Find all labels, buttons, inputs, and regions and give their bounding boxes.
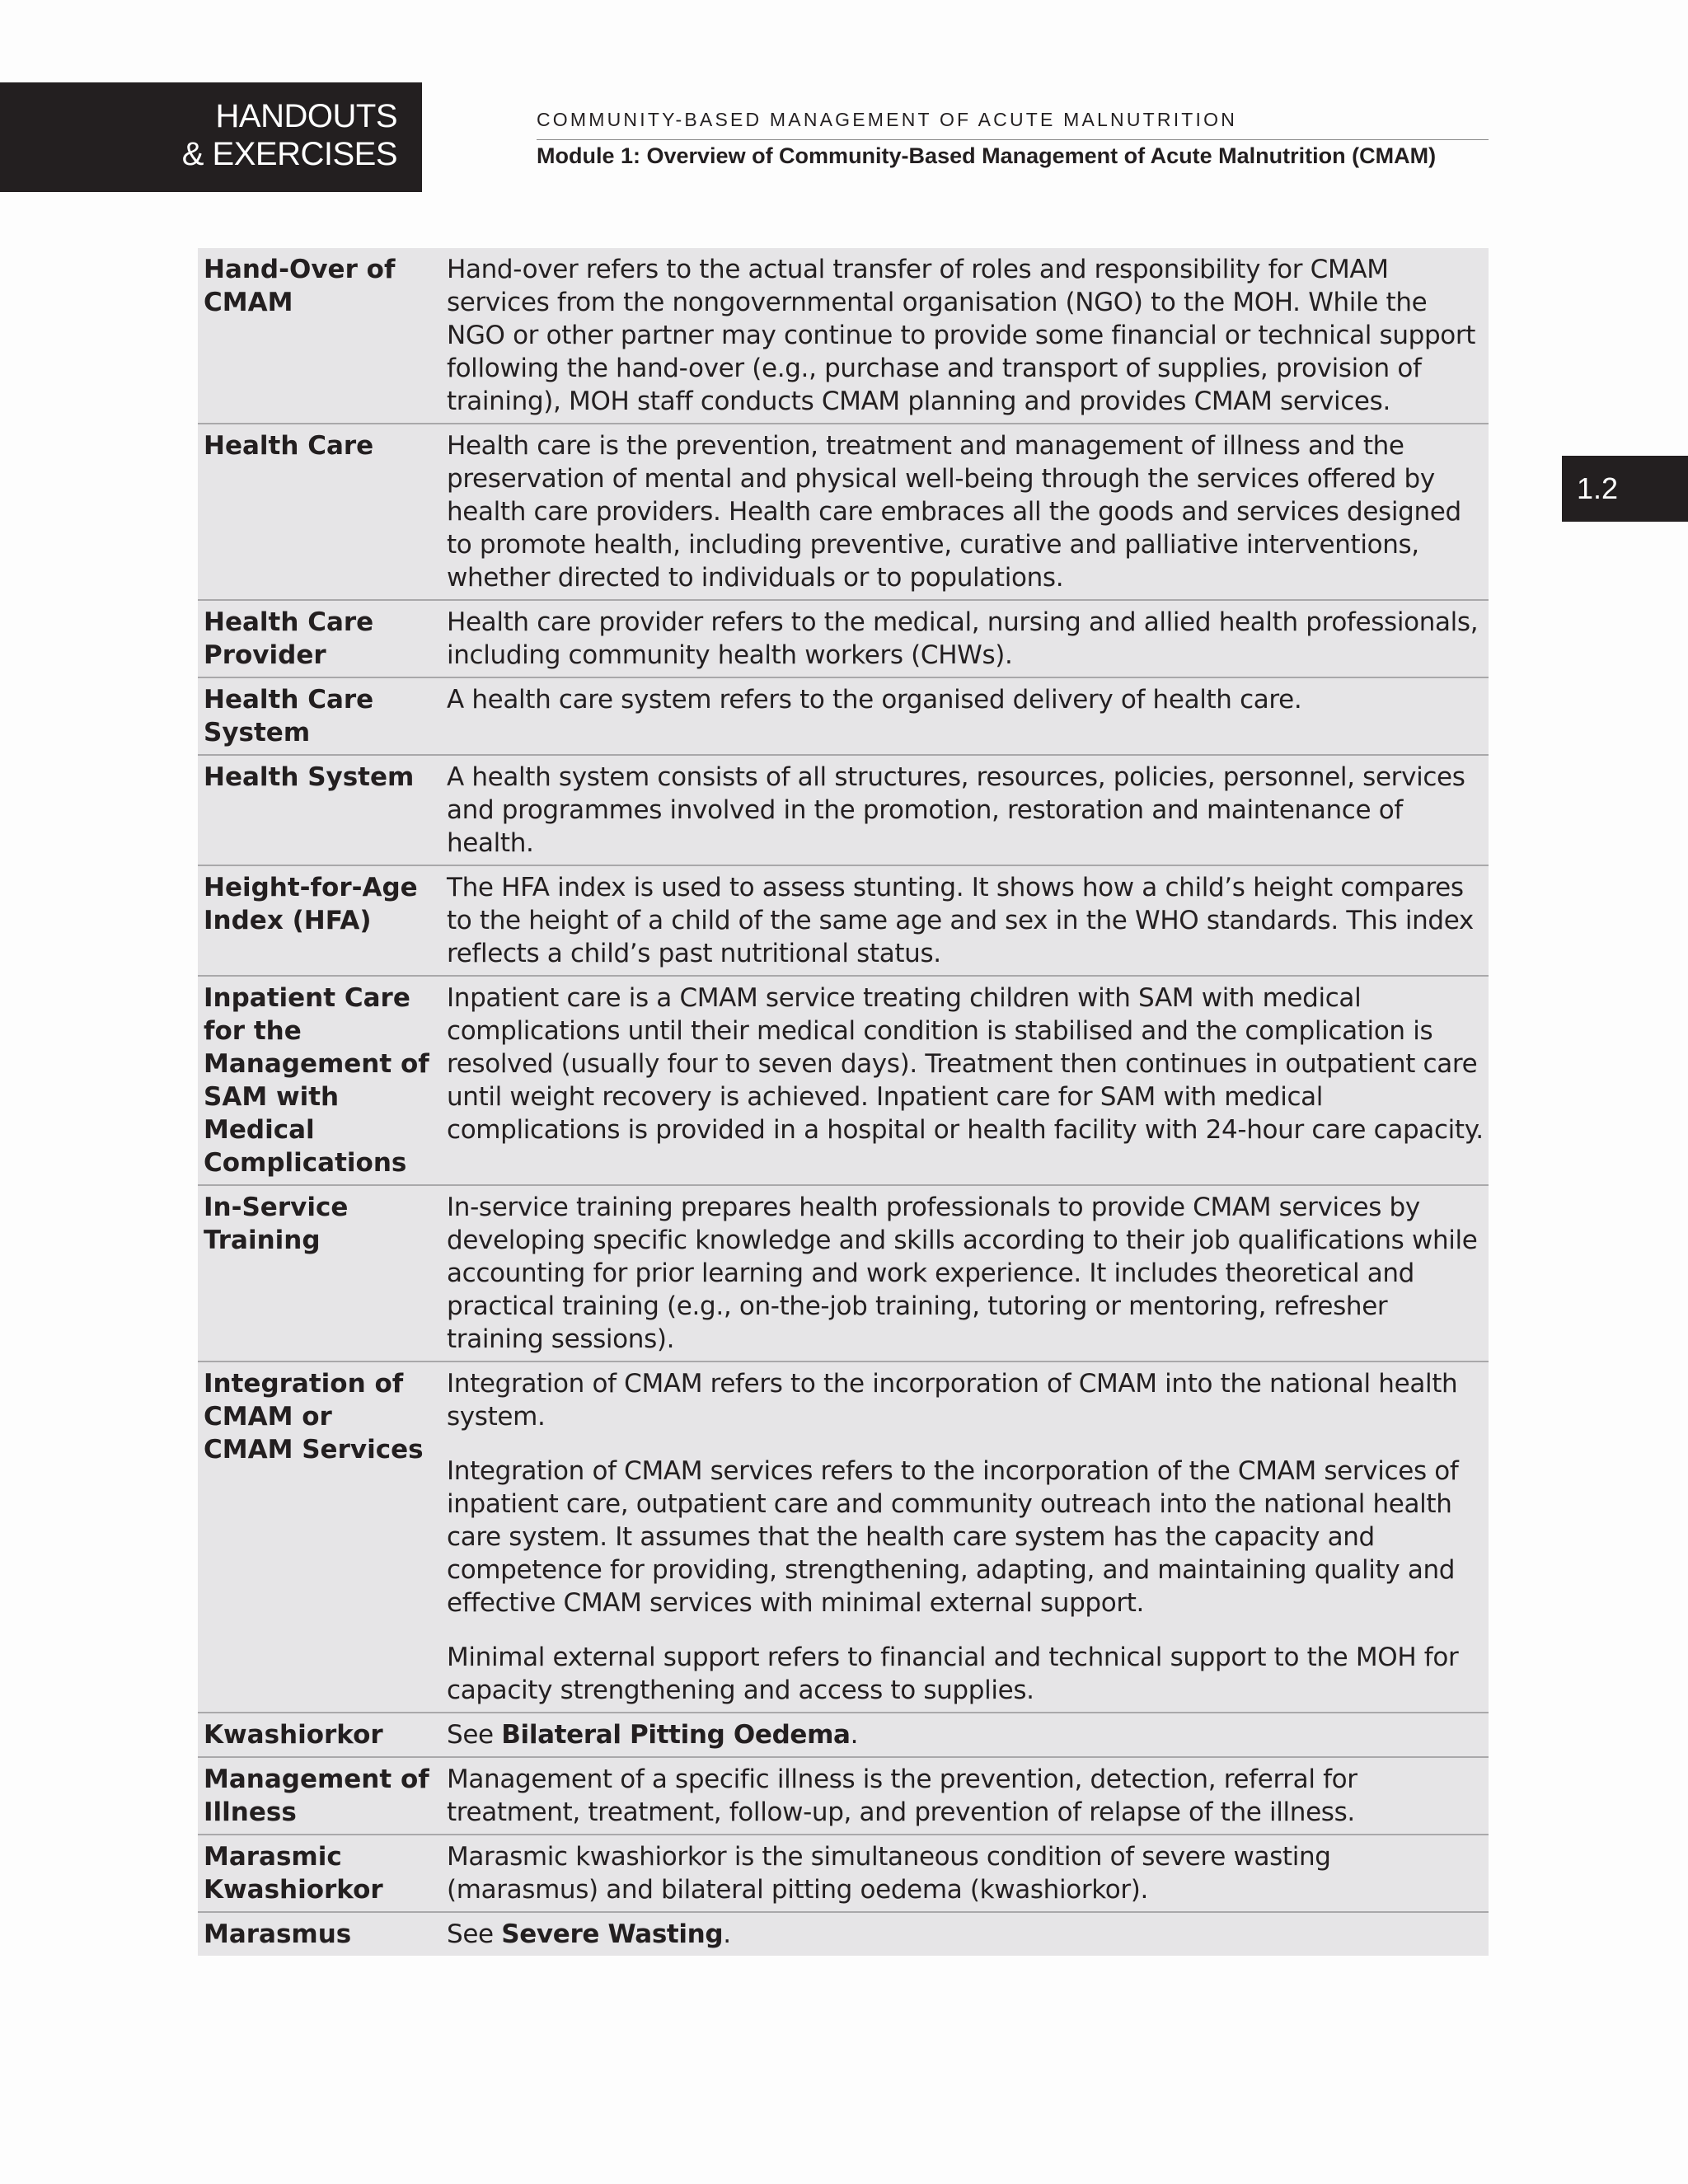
glossary-row <box>198 1757 1489 1835</box>
series-title: COMMUNITY-BASED MANAGEMENT OF ACUTE MALNUTRITION <box>537 109 1489 140</box>
definition-paragraph: Hand-over refers to the actual transfer of roles and responsibility for CMAM services from the nongovernmental organisation (NGO) to the MOH. While the NGO or other partner may continue to provide some financial or technical support following the hand-over (e.g., purchase and transport of supplies, provision of training), MOH staff conducts CMAM planning and provides CMAM services. <box>447 255 1476 416</box>
glossary-definition <box>435 677 1489 755</box>
definition-paragraph: Management of a specific illness is the prevention, detection, referral for treatment, treatment, follow-up, and prevention of relapse of the illness. <box>447 1765 1357 1827</box>
glossary-row <box>198 1185 1489 1361</box>
glossary-row <box>198 1713 1489 1757</box>
glossary-definition <box>435 600 1489 677</box>
glossary-body <box>198 248 1489 1956</box>
see-prefix: See <box>447 1919 502 1949</box>
see-suffix: . <box>850 1720 859 1750</box>
glossary-definition <box>435 976 1489 1185</box>
see-reference-term: Severe Wasting <box>501 1919 724 1949</box>
glossary-definition <box>435 755 1489 865</box>
glossary-term: Health System <box>198 755 435 865</box>
glossary-definition <box>435 1835 1489 1912</box>
glossary-term: Health Care Provider <box>198 600 435 677</box>
definition-paragraph: Health care provider refers to the medical, nursing and allied health professionals, including community health workers (CHWs). <box>447 607 1479 670</box>
glossary-row <box>198 1912 1489 1956</box>
see-prefix: See <box>447 1720 502 1750</box>
glossary-row <box>198 755 1489 865</box>
glossary-definition <box>435 424 1489 600</box>
definition-paragraph: Health care is the prevention, treatment and management of illness and the preservation of mental and physical well-being through the services offered by health care providers. Health care embraces all the goods and services designed to promote health, including preventive, curative and palliative interventions, whether directed to individuals or to populations. <box>447 431 1461 593</box>
definition-paragraph: Integration of CMAM refers to the incorporation of CMAM into the national health system. <box>447 1369 1458 1432</box>
glossary-definition <box>435 1912 1489 1956</box>
glossary-definition <box>435 865 1489 976</box>
glossary-row <box>198 677 1489 755</box>
glossary-definition <box>435 1757 1489 1835</box>
glossary-row <box>198 1835 1489 1912</box>
definition-paragraph: Marasmic kwashiorkor is the simultaneous condition of severe wasting (marasmus) and bilateral pitting oedema (kwashiorkor). <box>447 1842 1331 1905</box>
see-reference <box>447 1718 1484 1751</box>
glossary-term: Integration of CMAM or CMAM Services <box>198 1361 435 1713</box>
see-suffix: . <box>723 1919 731 1949</box>
glossary-definition <box>435 1185 1489 1361</box>
definition-paragraph: Integration of CMAM services refers to the incorporation of the CMAM services of inpatient care, outpatient care and community outreach into the national health care system. It assumes that the health care system has the capacity and competence for providing, strengthening, adapting, and maintaining quality and effective CMAM services with minimal external support. <box>447 1456 1459 1618</box>
definition-paragraph: Inpatient care is a CMAM service treating children with SAM with medical complications until their medical condition is stabilised and the complication is resolved (usually four to seven days). Treatment then continues in outpatient care until weight recovery is achieved. Inpatient care for SAM with medical complications is provided in a hospital or health facility with 24-hour care capacity. <box>447 983 1484 1145</box>
definition-paragraph: A health system consists of all structures, resources, policies, personnel, services and programmes involved in the promotion, restoration and maintenance of health. <box>447 762 1465 858</box>
definition-paragraph: A health care system refers to the organised delivery of health care. <box>447 685 1302 715</box>
definition-paragraph: Minimal external support refers to financial and technical support to the MOH for capacity strengthening and access to supplies. <box>447 1643 1459 1705</box>
module-title: Module 1: Overview of Community-Based Management of Acute Malnutrition (CMAM) <box>537 143 1437 168</box>
glossary-row <box>198 865 1489 976</box>
glossary-term: In-Service Training <box>198 1185 435 1361</box>
glossary-term: Inpatient Care for the Management of SAM with Medical Complications <box>198 976 435 1185</box>
see-reference-term: Bilateral Pitting Oedema <box>501 1720 851 1750</box>
glossary-definition <box>435 1361 1489 1713</box>
see-reference <box>447 1918 1484 1951</box>
glossary-term: Management of Illness <box>198 1757 435 1835</box>
glossary-term: Kwashiorkor <box>198 1713 435 1757</box>
glossary-row <box>198 248 1489 424</box>
definition-paragraph: In-service training prepares health professionals to provide CMAM services by developing specific knowledge and skills according to their job qualifications while accounting for prior learning and work experience. It includes theoretical and practical training (e.g., on-the-job training, tutoring or mentoring, refresher training sessions). <box>447 1193 1478 1354</box>
definition-paragraph: The HFA index is used to assess stunting. It shows how a child’s height compares to the height of a child of the same age and sex in the WHO standards. This index reflects a child’s past nutritional status. <box>447 873 1474 968</box>
glossary-term: Height-for-Age Index (HFA) <box>198 865 435 976</box>
glossary-term: Marasmus <box>204 1919 352 1949</box>
glossary-definition <box>435 1713 1489 1757</box>
glossary-table <box>198 248 1489 1956</box>
section-tab-line1: HANDOUTS <box>215 98 397 134</box>
glossary-definition <box>435 248 1489 424</box>
glossary-term: Health Care System <box>198 677 435 755</box>
glossary-row <box>198 424 1489 600</box>
section-tab <box>0 82 422 192</box>
section-tab-line2: & EXERCISES <box>181 136 397 172</box>
glossary-row <box>198 600 1489 677</box>
section-number-tab: 1.2 <box>1562 456 1688 522</box>
glossary-row <box>198 1361 1489 1713</box>
glossary-term: Marasmic Kwashiorkor <box>198 1835 435 1912</box>
glossary-term: Hand-Over of CMAM <box>198 248 435 424</box>
glossary-row <box>198 976 1489 1185</box>
glossary-term: Health Care <box>198 424 435 600</box>
